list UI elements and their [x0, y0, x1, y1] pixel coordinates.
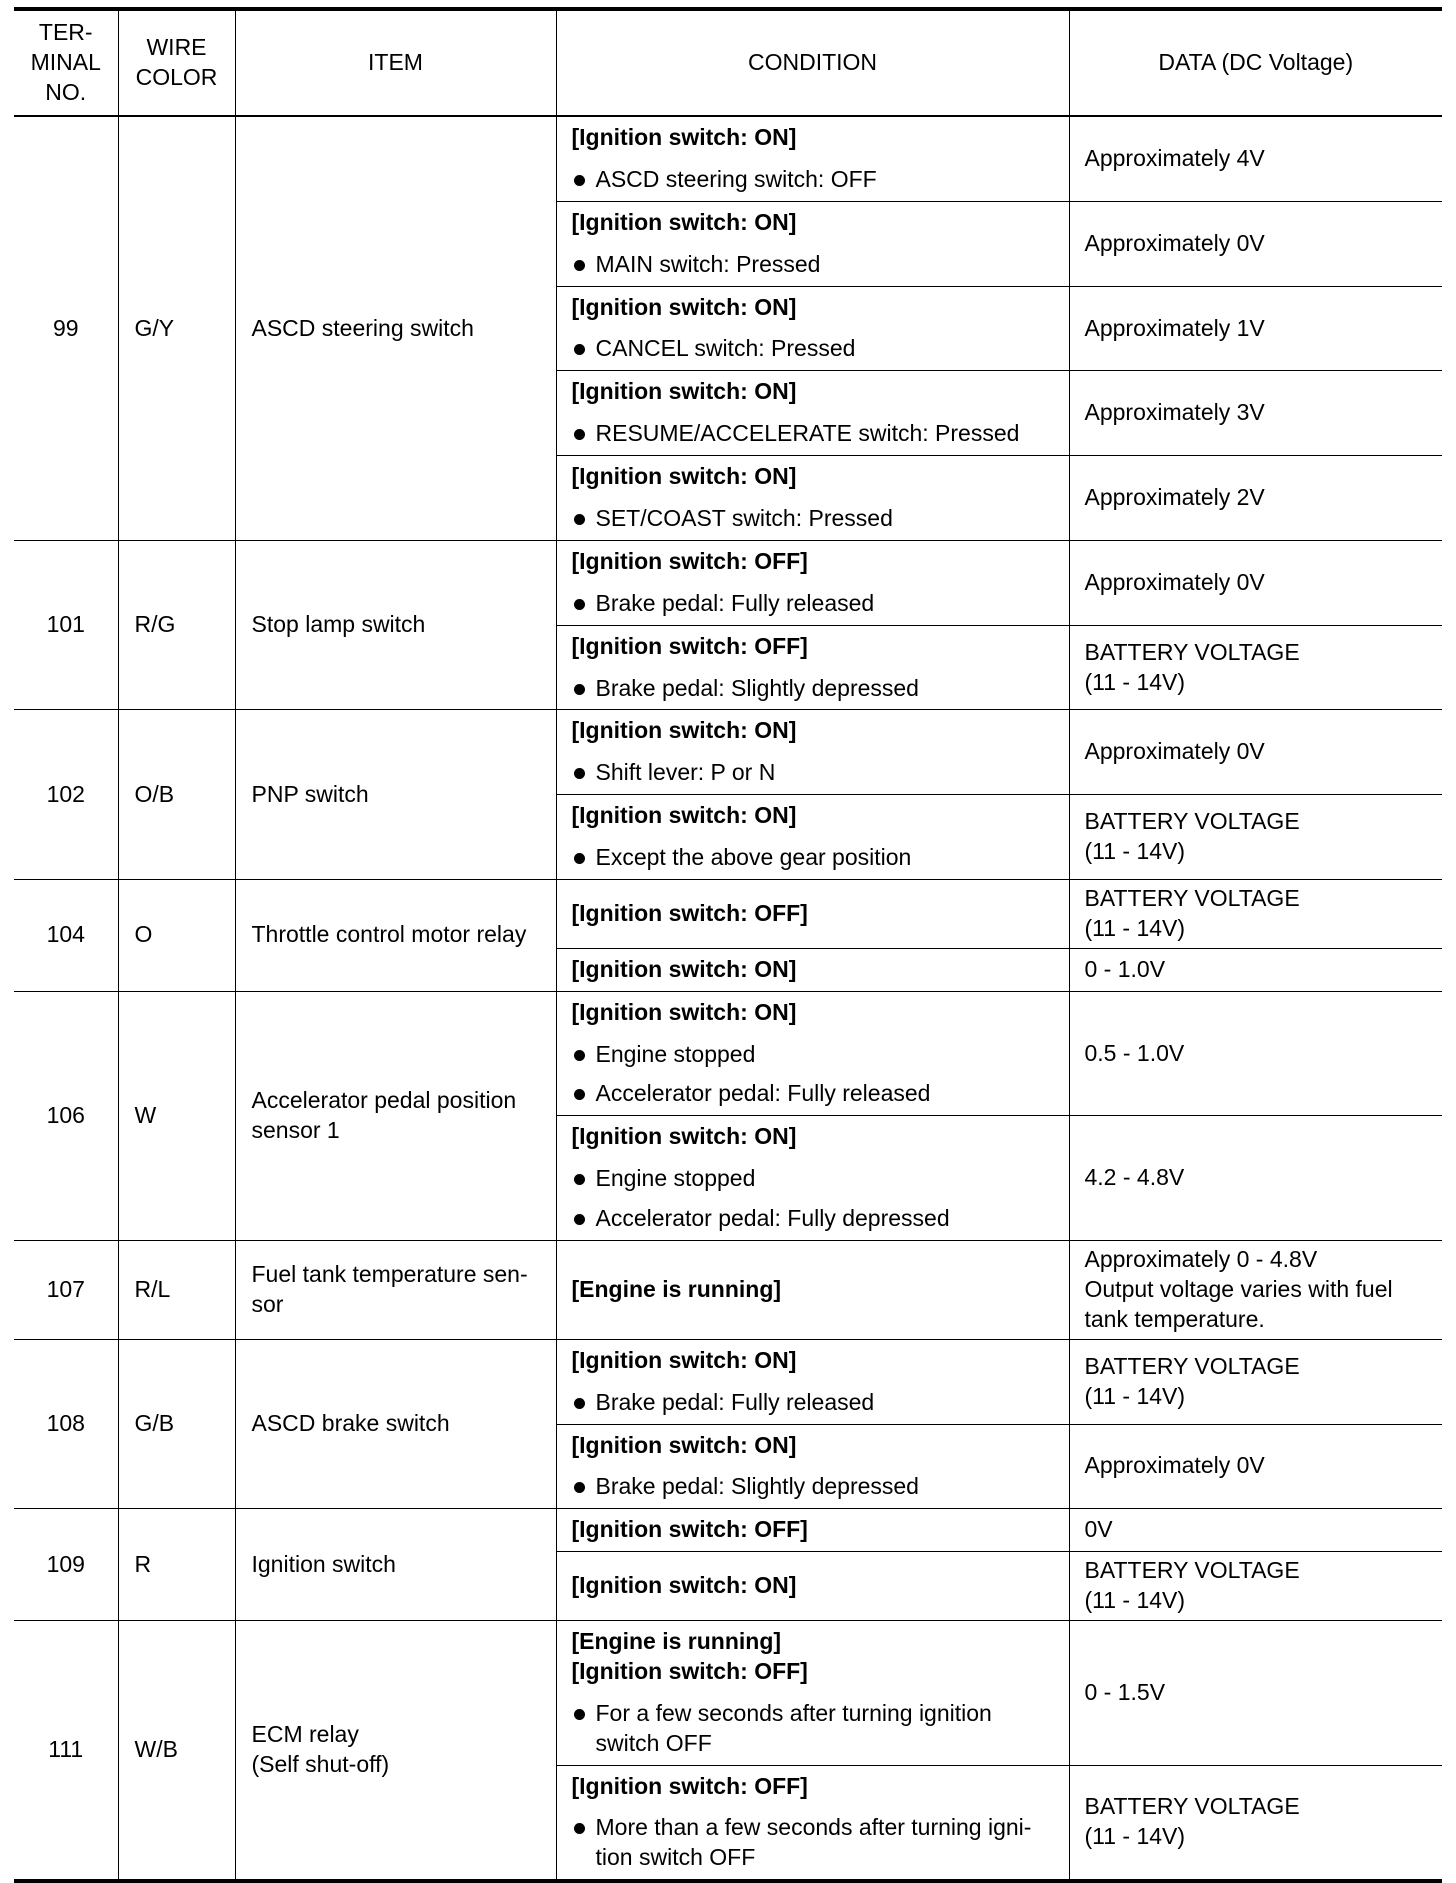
condition-bullet	[572, 1164, 1061, 1194]
condition-header: [Engine is running]	[571, 1275, 782, 1302]
condition-cell	[556, 710, 1069, 795]
condition-header: [Ignition switch: ON]	[571, 1572, 797, 1599]
dc-voltage-text: Approximately 0V	[1084, 229, 1265, 256]
condition-header: [Ignition switch: ON]	[571, 1431, 797, 1458]
condition-bullet-text: switch OFF	[595, 1729, 712, 1756]
terminal-number-cell: 106	[14, 991, 118, 1240]
condition-bullet-text: Brake pedal: Fully released	[595, 589, 875, 616]
condition-header: [Ignition switch: ON]	[571, 802, 797, 829]
condition-bullet-text: For a few seconds after turning ignition	[595, 1699, 992, 1726]
condition-bullet	[572, 674, 1061, 704]
condition-header: [Ignition switch: ON]	[571, 1123, 797, 1150]
condition-header: [Ignition switch: ON]	[571, 463, 797, 490]
dc-voltage-text: (11 - 14V)	[1084, 1823, 1186, 1850]
condition-bullet	[572, 1699, 1061, 1759]
condition-cell	[556, 1765, 1069, 1881]
item-text: Fuel tank temperature sen-	[251, 1260, 528, 1287]
dc-voltage-cell	[1069, 948, 1442, 991]
condition-header: [Ignition switch: ON]	[571, 717, 797, 744]
dc-voltage-text: Approximately 3V	[1084, 399, 1265, 426]
condition-bullet	[572, 1040, 1061, 1070]
condition-cell	[556, 201, 1069, 286]
item-text: ECM relay	[251, 1721, 359, 1748]
terminal-number-cell: 109	[14, 1509, 118, 1621]
condition-bullet	[572, 165, 1061, 195]
item-text: PNP switch	[251, 780, 369, 807]
condition-cell	[556, 948, 1069, 991]
condition-header: [Ignition switch: OFF]	[571, 1657, 808, 1684]
condition-cell	[556, 116, 1069, 201]
dc-voltage-cell	[1069, 1241, 1442, 1340]
table-row	[14, 880, 1442, 949]
condition-bullet	[572, 250, 1061, 280]
dc-voltage-text: (11 - 14V)	[1084, 1587, 1186, 1614]
dc-voltage-cell	[1069, 201, 1442, 286]
condition-header: [Ignition switch: OFF]	[571, 1772, 808, 1799]
condition-bullet-text: Engine stopped	[595, 1165, 756, 1192]
condition-bullet	[572, 1813, 1061, 1873]
condition-header: [Ignition switch: OFF]	[571, 632, 808, 659]
condition-cell	[556, 880, 1069, 949]
dc-voltage-cell	[1069, 116, 1442, 201]
condition-header: [Engine is running]	[571, 1627, 782, 1654]
table-row	[14, 540, 1442, 625]
item-cell	[235, 1339, 556, 1509]
table-header	[14, 9, 1442, 116]
header-terminal-line: TER-	[38, 19, 93, 46]
dc-voltage-text: BATTERY VOLTAGE	[1084, 1793, 1300, 1820]
condition-cell	[556, 1424, 1069, 1509]
wire-color-cell: R/L	[118, 1241, 235, 1340]
condition-cell	[556, 456, 1069, 541]
item-text: Ignition switch	[251, 1550, 396, 1577]
item-text: (Self shut-off)	[251, 1751, 390, 1778]
condition-header: [Ignition switch: ON]	[571, 1346, 797, 1373]
item-cell	[235, 116, 556, 540]
header-item: ITEM	[235, 9, 556, 116]
dc-voltage-text: 0 - 1.0V	[1084, 955, 1166, 982]
condition-bullet	[572, 1388, 1061, 1418]
dc-voltage-text: (11 - 14V)	[1084, 1382, 1186, 1409]
dc-voltage-text: BATTERY VOLTAGE	[1084, 808, 1300, 835]
condition-bullet-text: Except the above gear position	[595, 844, 912, 871]
dc-voltage-text: Approximately 0V	[1084, 568, 1265, 595]
dc-voltage-text: Approximately 0V	[1084, 1452, 1265, 1479]
item-cell	[235, 1620, 556, 1881]
table-row	[14, 991, 1442, 1116]
terminal-number-cell: 99	[14, 116, 118, 540]
dc-voltage-text: BATTERY VOLTAGE	[1084, 1352, 1300, 1379]
condition-bullet	[572, 758, 1061, 788]
wire-color-cell: O/B	[118, 710, 235, 880]
terminal-number-cell: 104	[14, 880, 118, 992]
table-row	[14, 1339, 1442, 1424]
condition-cell	[556, 1552, 1069, 1621]
dc-voltage-cell	[1069, 540, 1442, 625]
condition-bullet	[572, 504, 1061, 534]
condition-header: [Ignition switch: ON]	[571, 124, 797, 150]
terminal-number-cell: 111	[14, 1620, 118, 1881]
condition-header: [Ignition switch: OFF]	[571, 547, 808, 574]
item-cell	[235, 710, 556, 880]
dc-voltage-cell	[1069, 456, 1442, 541]
condition-bullet-text: ASCD steering switch: OFF	[595, 165, 877, 192]
dc-voltage-text: 0V	[1084, 1516, 1113, 1543]
item-cell	[235, 1509, 556, 1621]
table-row	[14, 116, 1442, 201]
condition-cell	[556, 991, 1069, 1116]
dc-voltage-text: 4.2 - 4.8V	[1084, 1164, 1185, 1191]
dc-voltage-cell	[1069, 1424, 1442, 1509]
header-terminal-no	[14, 9, 118, 116]
table-body	[14, 116, 1442, 1881]
dc-voltage-cell	[1069, 1509, 1442, 1552]
terminal-number-cell: 101	[14, 540, 118, 710]
item-text: Accelerator pedal position	[251, 1086, 517, 1113]
header-wire-line: COLOR	[135, 64, 218, 90]
ecm-terminal-data-table	[14, 7, 1442, 1883]
condition-bullet	[572, 1204, 1061, 1234]
header-terminal-line: NO.	[45, 78, 87, 105]
dc-voltage-text: Approximately 1V	[1084, 314, 1265, 341]
dc-voltage-text: tank temperature.	[1084, 1305, 1265, 1332]
terminal-number-cell: 102	[14, 710, 118, 880]
condition-cell	[556, 795, 1069, 880]
dc-voltage-cell	[1069, 1620, 1442, 1765]
dc-voltage-cell	[1069, 710, 1442, 795]
terminal-number-cell: 108	[14, 1339, 118, 1509]
item-cell	[235, 880, 556, 992]
item-text: sensor 1	[251, 1116, 340, 1143]
dc-voltage-cell	[1069, 880, 1442, 949]
dc-voltage-cell	[1069, 1552, 1442, 1621]
dc-voltage-text: (11 - 14V)	[1084, 838, 1186, 865]
condition-bullet	[572, 419, 1061, 449]
header-wire-line: WIRE	[146, 34, 207, 61]
dc-voltage-cell	[1069, 1765, 1442, 1881]
dc-voltage-text: Approximately 0V	[1084, 738, 1265, 765]
table-row	[14, 1509, 1442, 1552]
condition-bullet-text: Accelerator pedal: Fully depressed	[595, 1205, 950, 1232]
condition-header: [Ignition switch: OFF]	[571, 1516, 808, 1543]
dc-voltage-text: BATTERY VOLTAGE	[1084, 885, 1300, 912]
condition-bullet-text: MAIN switch: Pressed	[595, 250, 821, 277]
dc-voltage-text: Approximately 0 - 4.8V	[1084, 1246, 1318, 1273]
dc-voltage-cell	[1069, 371, 1442, 456]
condition-bullet	[572, 334, 1061, 364]
dc-voltage-text: (11 - 14V)	[1084, 914, 1186, 941]
header-row	[14, 9, 1442, 116]
dc-voltage-text: 0.5 - 1.0V	[1084, 1039, 1185, 1066]
dc-voltage-cell	[1069, 795, 1442, 880]
dc-voltage-text: (11 - 14V)	[1084, 668, 1186, 695]
header-wire-color	[118, 9, 235, 116]
wire-color-cell: R/G	[118, 540, 235, 710]
dc-voltage-cell	[1069, 991, 1442, 1116]
table-row	[14, 710, 1442, 795]
item-cell	[235, 1241, 556, 1340]
wire-color-cell: R	[118, 1509, 235, 1621]
condition-cell	[556, 1116, 1069, 1241]
condition-bullet	[572, 1472, 1061, 1502]
condition-cell	[556, 371, 1069, 456]
dc-voltage-cell	[1069, 286, 1442, 371]
condition-cell	[556, 1241, 1069, 1340]
condition-header: [Ignition switch: ON]	[571, 378, 797, 405]
condition-cell	[556, 1339, 1069, 1424]
wire-color-cell: W/B	[118, 1620, 235, 1881]
item-text: sor	[251, 1290, 284, 1317]
condition-bullet-text: Shift lever: P or N	[595, 759, 776, 786]
condition-header: [Ignition switch: ON]	[571, 208, 797, 235]
condition-header: [Ignition switch: OFF]	[571, 899, 808, 926]
condition-bullet-text: More than a few seconds after turning igni-	[595, 1814, 1032, 1841]
table-row	[14, 1620, 1442, 1765]
dc-voltage-text: BATTERY VOLTAGE	[1084, 1557, 1300, 1584]
wire-color-cell: G/B	[118, 1339, 235, 1509]
wire-color-cell: G/Y	[118, 116, 235, 540]
condition-cell	[556, 625, 1069, 710]
item-cell	[235, 540, 556, 710]
dc-voltage-text: Approximately 4V	[1084, 144, 1265, 171]
condition-bullet-text: Brake pedal: Slightly depressed	[595, 1473, 919, 1500]
dc-voltage-text: Approximately 2V	[1084, 484, 1265, 511]
condition-bullet	[572, 1079, 1061, 1109]
condition-header: [Ignition switch: ON]	[571, 293, 797, 320]
condition-bullet-text: tion switch OFF	[595, 1844, 756, 1871]
wire-color-cell: O	[118, 880, 235, 992]
condition-cell	[556, 1509, 1069, 1552]
condition-cell	[556, 286, 1069, 371]
condition-header: [Ignition switch: ON]	[571, 998, 797, 1025]
condition-bullet-text: RESUME/ACCELERATE switch: Pressed	[595, 420, 1020, 447]
condition-bullet-text: SET/COAST switch: Pressed	[595, 505, 893, 532]
dc-voltage-cell	[1069, 1339, 1442, 1424]
condition-cell	[556, 540, 1069, 625]
condition-cell	[556, 1620, 1069, 1765]
condition-header: [Ignition switch: ON]	[571, 955, 797, 982]
condition-bullet	[572, 843, 1061, 873]
condition-bullet-text: Accelerator pedal: Fully released	[595, 1080, 931, 1107]
header-data: DATA (DC Voltage)	[1069, 9, 1442, 116]
condition-bullet-text: Brake pedal: Fully released	[595, 1388, 875, 1415]
wire-color-cell: W	[118, 991, 235, 1240]
dc-voltage-text: Output voltage varies with fuel	[1084, 1275, 1393, 1302]
dc-voltage-text: 0 - 1.5V	[1084, 1678, 1166, 1705]
terminal-number-cell: 107	[14, 1241, 118, 1340]
condition-bullet-text: Brake pedal: Slightly depressed	[595, 674, 919, 701]
item-cell	[235, 991, 556, 1240]
dc-voltage-text: BATTERY VOLTAGE	[1084, 638, 1300, 665]
dc-voltage-cell	[1069, 1116, 1442, 1241]
item-text: Throttle control motor relay	[251, 921, 527, 948]
header-terminal-line: MINAL	[30, 49, 101, 76]
condition-bullet-text: Engine stopped	[595, 1040, 756, 1067]
item-text: ASCD steering switch	[251, 314, 474, 341]
header-condition: CONDITION	[556, 9, 1069, 116]
table-row	[14, 1241, 1442, 1340]
terminal-data-table-container	[14, 7, 1442, 1883]
item-text: ASCD brake switch	[251, 1410, 450, 1437]
condition-bullet	[572, 589, 1061, 619]
item-text: Stop lamp switch	[251, 611, 426, 638]
condition-bullet-text: CANCEL switch: Pressed	[595, 335, 856, 362]
dc-voltage-cell	[1069, 625, 1442, 710]
